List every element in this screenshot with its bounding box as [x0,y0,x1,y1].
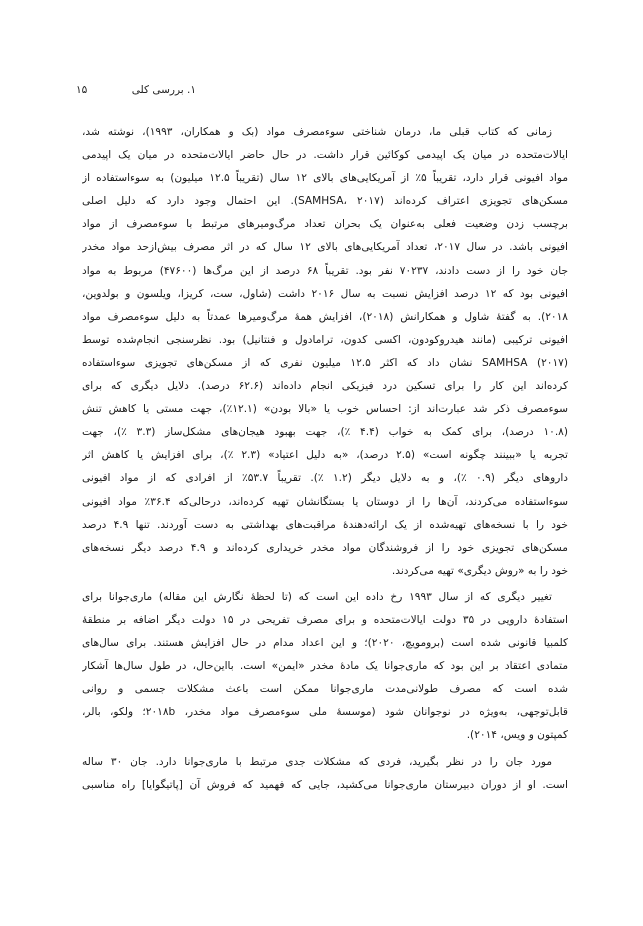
chapter-title: ۱. بررسی کلی [131,84,196,96]
text-line: مورد جان را در نظر بگیرید، فردی که مشکلات جدی مرتبط با ماری‌جوانا دارد. جان ۳۰ ساله [82,755,552,768]
text-line: شده است که مصرف طولانی‌مدت ماری‌جوانا ممکن است باعث مشکلات جسمی و روانی [82,683,568,696]
body-text [82,121,568,797]
text-line: است. او از دوران دبیرستان ماری‌جوانا می‌کشید، جایی که فهمید که فروش آن [پاتیگوایا] راه مناسبی [82,778,568,791]
text-line: افیونی ترکیبی (مانند هیدروکودون، اکسی کدون، ترامادول و فنتانیل) بود. نظرسنجی انجام‌شده توسط [82,333,568,346]
text-line: برچسب زدن وضعیت فعلی به‌عنوان یک بحران تعداد مرگ‌ومیرهای مرتبط با سوءمصرف از مواد [82,218,568,231]
text-line: تغییر دیگری که از سال ۱۹۹۳ رخ داده این است که (تا لحظهٔ نگارش این مقاله) ماری‌جوانا برای [82,590,552,603]
text-line: کمپتون و ویس، ۲۰۱۴). [466,729,568,742]
text-line: (۱۰.۸ درصد)، برای کمک به خواب (۴.۴ ٪)، جهت بهبود هیجان‌های مشکل‌ساز (۳.۳ ٪)، جهت [82,426,568,439]
page-number: ۱۵ [76,84,88,96]
text-line: تجربه یا «ببینند چگونه است» (۲.۵ درصد)، «به دلیل اعتیاد» (۲.۳ ٪)، برای افزایش یا کاهش اثر [82,449,568,462]
text-line: کلمبیا قانونی شده است (برومویچ، ۲۰۲۰)؛ و این اعداد مدام در حال افزایش هستند. برای سال‌های [82,637,568,650]
running-header [76,82,196,98]
text-line: سوءمصرف ذکر شد عبارت‌اند از: احساس خوب یا «بالا بودن» (۱۲.۱٪)، جهت مستی یا کاهش تنش [82,403,568,416]
text-line: مسکن‌های تجویزی خود را از فروشندگان مواد مخدر خریداری کرده‌اند و ۴.۹ درصد دیگر نسخه‌های [82,541,568,554]
text-line: متمادی اعتقاد بر این بود که ماری‌جوانا یک مادهٔ مخدر «ایمن» است. بااین‌حال، در طول سال‌ها آشکار [82,660,568,673]
text-line: مسکن‌های تجویزی اعتراف کرده‌اند (SAMHSA، ۲۰۱۷). این احتمال وجود دارد که دلیل اصلی [82,195,568,208]
text-line: ۲۰۱۸). به گفتهٔ شاول و همکارانش (۲۰۱۸)، افزایش همهٔ مرگ‌ومیرها عمدتاً به دلیل سوءمصرف مواد [82,310,568,323]
text-line: داروهای دیگر (۰.۹ ٪)، و به دلایل دیگر (۱.۲ ٪). تقریباً ۵۳.۷٪ از افرادی که از مواد افیونی [82,472,568,485]
text-line: افیونی بود که ۱۲ درصد افزایش نسبت به سال ۲۰۱۶ داشت (شاول، ست، کریزا، ویلسون و بولدوین، [82,287,568,300]
text-line: سوءاستفاده می‌کردند، آن‌ها را از دوستان یا بستگانشان تهیه کرده‌اند، درحالی‌که ۳۶.۴٪ مواد افیونی [82,495,568,508]
text-line: جان خود را از دست دادند، ۷۰۲۳۷ نفر بود. تقریباً ۶۸ درصد از این مرگ‌ها (۴۷۶۰۰) مربوط به مواد [82,264,568,277]
text-line: افیونی باشد. در سال ۲۰۱۷، تعداد آمریکایی‌های بالای ۱۲ سال که در اثر مصرف بیش‌ازحد مواد مخدر [82,241,568,254]
text-line: خود را به «روش دیگری» تهیه می‌کردند. [391,564,568,577]
text-line: خود را با نسخه‌های تهیه‌شده از یک ارائه‌دهندهٔ مراقبت‌های بهداشتی به دست آوردند. تنها ۴.۹ درصد [82,518,568,531]
text-line: قابل‌توجهی، به‌ویژه در نوجوانان شود (موسسهٔ ملی سوءمصرف مواد مخدر، ۲۰۱۸b؛ ولکو، بالر، [82,706,568,719]
paragraph-marijuana-legalization [82,586,568,748]
text-line: کرده‌اند این کار را برای تسکین درد فیزیکی انجام داده‌اند (۶۲.۶ درصد). دلایل دیگری که برای [82,380,568,393]
text-line: ایالات‌متحده در میان یک اپیدمی کوکائین قرار داشت. در حال حاضر ایالات‌متحده در میان یک اپیدمی [82,149,568,162]
text-line: مواد افیونی قرار دارد، تقریباً ۵٪ از آمریکایی‌های بالای ۱۲ سال (تقریباً ۱۲.۵ میلیون) به سوءاستفاده از [82,172,568,185]
paragraph-opioid-epidemic [82,121,568,583]
text-line: زمانی که کتاب قبلی ما، درمان شناختی سوءمصرف مواد (بک و همکاران، ۱۹۹۳)، نوشته شد، [82,126,552,138]
paragraph-case-john [82,751,568,797]
text-line: SAMHSA (۲۰۱۷) نشان داد که اکثر ۱۲.۵ میلیون نفری که از مسکن‌های تجویزی سوءاستفاده [82,356,568,369]
text-line: استفادهٔ دارویی در ۳۵ دولت ایالات‌متحده و برای مصرف تفریحی در ۱۵ دولت دیگر اضافه بر منطقهٔ [82,613,568,626]
